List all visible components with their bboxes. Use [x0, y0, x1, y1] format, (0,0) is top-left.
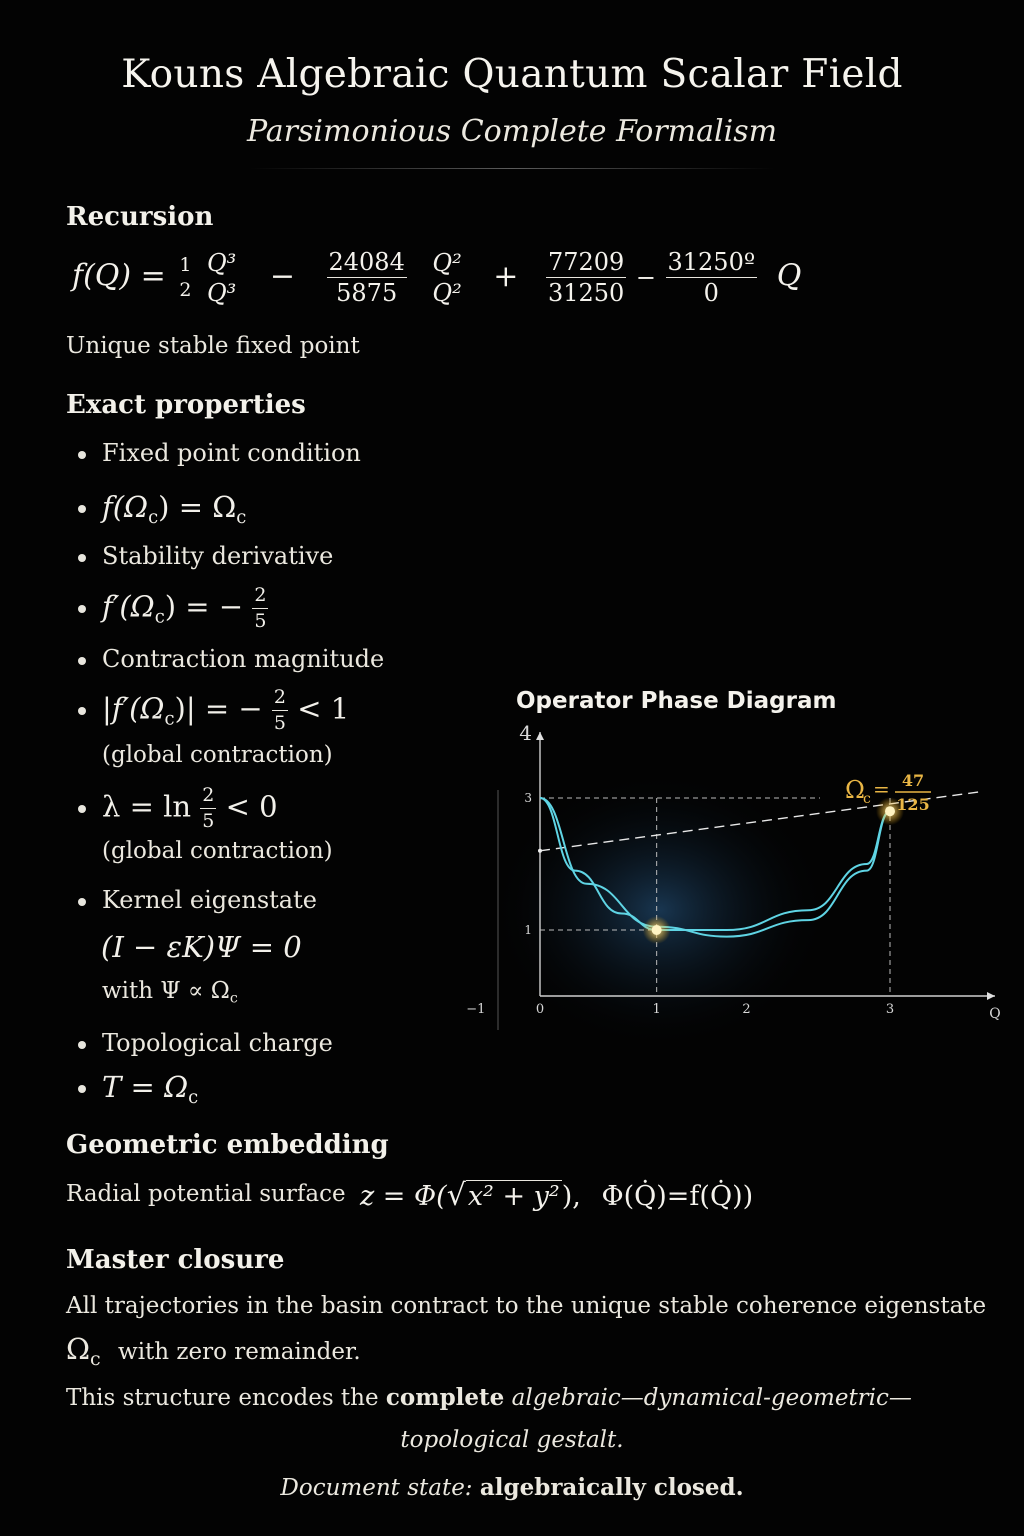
fixed-point-2: [885, 806, 895, 816]
property-topological-equation: $T = \Omega_c$: [78, 1070, 198, 1108]
y-tick-label: 3: [524, 791, 532, 805]
property-lyapunov-equation: λ = ln $\frac{2}{5}$ < 0: [78, 786, 278, 831]
recursion-heading: Recursion: [66, 202, 214, 232]
page-title: Kouns Algebraic Quantum Scalar Field: [121, 52, 903, 97]
operator-minus-1: −: [269, 258, 295, 294]
geometric-equation: z = Φ(√x² + y²), Φ(Q̇)=f(Q̇)): [360, 1178, 754, 1213]
property-kernel-label: Kernel eigenstate: [78, 886, 317, 914]
term2-variable: Q² Q²: [432, 248, 462, 307]
term1-coefficient: 1 2: [179, 253, 192, 301]
bullet-icon: [78, 505, 86, 513]
page-subtitle: Parsimonious Complete Formalism: [246, 114, 778, 149]
fixed-point-1: [652, 925, 662, 935]
bullet-icon: [78, 451, 86, 459]
bullet-icon: [78, 898, 86, 906]
y-axis-arrow-icon: [536, 732, 544, 740]
bullet-icon: [78, 805, 86, 813]
property-fixed-point-equation: $f(\Omega_c) = \Omega_c$: [78, 490, 246, 528]
annotation-omega: Ω: [845, 776, 865, 804]
bullet-icon: [78, 1041, 86, 1049]
bullet-icon: [78, 605, 86, 613]
property-stability-label: Stability derivative: [78, 542, 333, 570]
bullet-icon: [78, 657, 86, 665]
reference-line-start: [538, 849, 542, 853]
term4-variable: Q: [776, 258, 802, 294]
y-tick-label: 1: [524, 923, 532, 937]
property-topological-label: Topological charge: [78, 1029, 333, 1057]
chart-title: Operator Phase Diagram: [516, 688, 837, 714]
title-divider: [250, 168, 774, 169]
properties-heading: Exact properties: [66, 390, 306, 420]
x-tick-label: 1: [652, 1002, 661, 1017]
term4-coefficient: $\frac{\text{31250º}}{0}$: [667, 248, 756, 307]
document-state: Document state: algebraically closed.: [280, 1474, 744, 1501]
x-tick-label: 2: [742, 1002, 751, 1017]
x-axis-label: Q: [989, 1006, 1001, 1022]
x-tick-label: 3: [885, 1002, 895, 1017]
property-stability-equation: $f'(\Omega_c)$ = − $\frac{2}{5}$: [78, 586, 268, 631]
geometric-text: Radial potential surface: [66, 1181, 346, 1207]
bullet-icon: [78, 707, 86, 715]
closure-encoding-line: This structure encodes the complete algebraic—dynamical-geometric—: [66, 1384, 912, 1411]
x-axis-arrow-icon: [987, 992, 995, 1000]
recursion-lhs: f(Q) =: [72, 258, 166, 294]
y-tick-label: 4: [519, 721, 532, 745]
operator-plus: +: [493, 258, 519, 294]
operator-phase-diagram: [466, 700, 1024, 1120]
property-contraction-note: (global contraction): [102, 742, 333, 768]
recursion-note: Unique stable fixed point: [66, 333, 360, 359]
property-kernel-relation: with $\Psi \propto \Omega_c$: [102, 978, 238, 1007]
term2-coefficient: $\frac{24084}{5875}$: [328, 248, 405, 307]
bullet-icon: [78, 554, 86, 562]
annotation-equals: =: [873, 777, 890, 801]
property-contraction-equation: $|f'(\Omega_c)|$ = − $\frac{2}{5}$ < 1: [78, 688, 349, 733]
closure-heading: Master closure: [66, 1245, 285, 1275]
annotation-subscript: c: [863, 791, 871, 807]
recursion-equation: [72, 250, 801, 305]
fraction-two-fifths: $\frac{2}{5}$: [202, 784, 215, 832]
geometric-heading: Geometric embedding: [66, 1130, 389, 1160]
annotation-denominator: 125: [896, 795, 930, 814]
x-tick-label: 0: [535, 1002, 545, 1017]
bullet-icon: [78, 1085, 86, 1093]
property-contraction-label: Contraction magnitude: [78, 645, 384, 673]
closure-line1: All trajectories in the basin contract to the unique stable coherence eigenstate: [66, 1293, 987, 1319]
annotation-numerator: 47: [901, 771, 925, 790]
property-kernel-equation: (I − εK)Ψ = 0: [101, 930, 302, 964]
fraction-two-fifths: $\frac{2}{5}$: [273, 686, 286, 734]
closure-line2: $\Omega_c$ with zero remainder.: [66, 1332, 361, 1371]
property-fixed-point-label: Fixed point condition: [78, 439, 361, 467]
operator-minus-2: −: [635, 263, 656, 292]
fraction-two-fifths: $\frac{2}{5}$: [254, 584, 267, 632]
closure-encoding-line2: topological gestalt.: [400, 1427, 624, 1453]
term1-variable: Q³ Q³: [206, 248, 237, 307]
property-lyapunov-note: (global contraction): [102, 838, 333, 864]
term3-coefficient: $\frac{77209}{31250}$: [547, 248, 625, 307]
x-tick-label: −1: [466, 1002, 486, 1017]
